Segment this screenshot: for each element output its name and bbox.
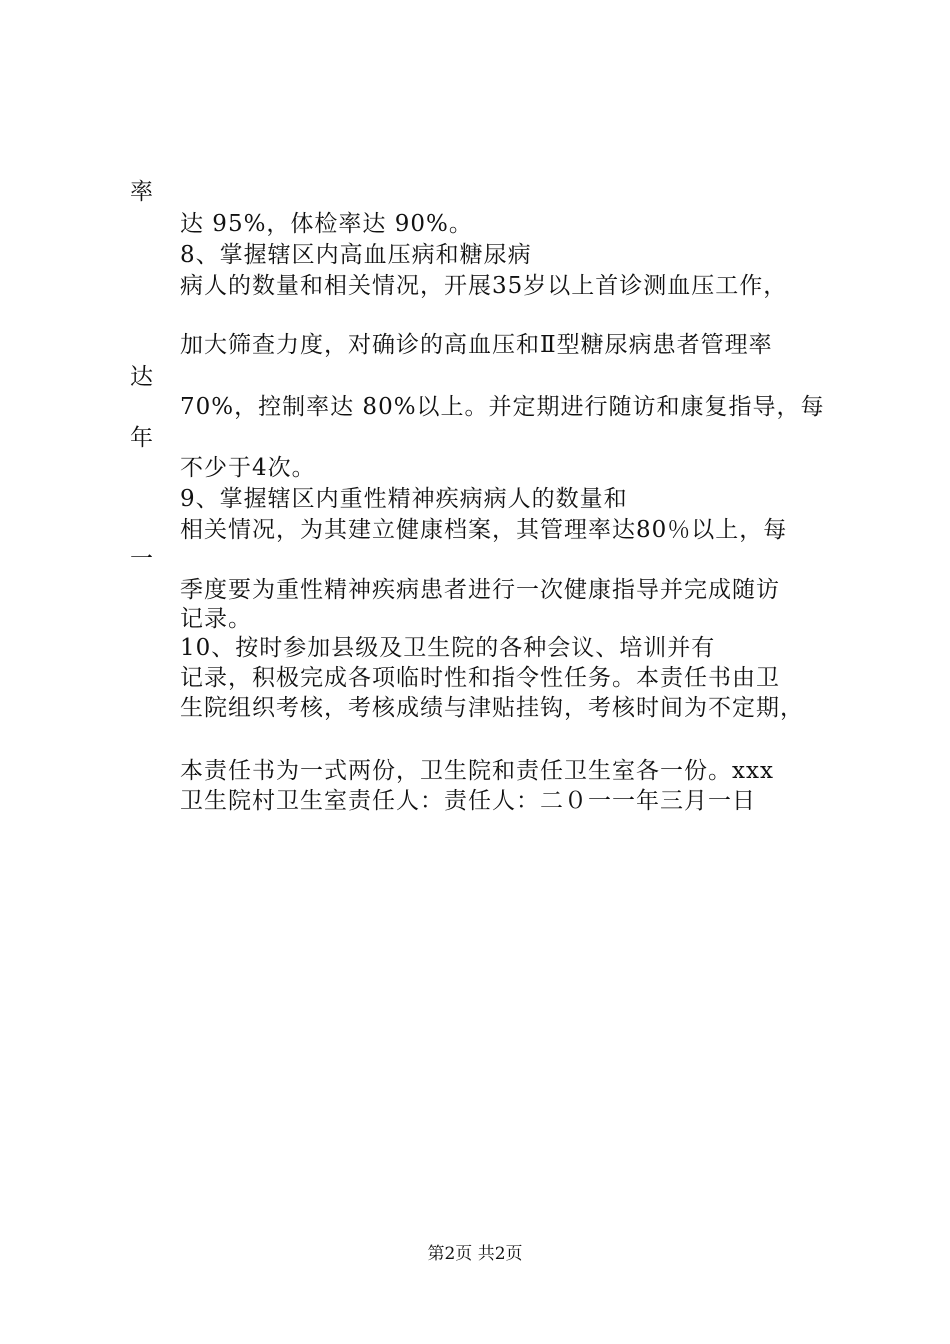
text-line: 记录，积极完成各项临时性和指令性任务。本责任书由卫 — [180, 665, 780, 691]
text-line: 达 95%，体检率达 90%。 — [180, 211, 473, 237]
text-line: 达 — [130, 364, 154, 390]
text-line: 率 — [130, 179, 154, 205]
text-line: 病人的数量和相关情况，开展35岁以上首诊测血压工作， — [180, 273, 788, 299]
text-line: 记录。 — [180, 606, 252, 632]
text-line: 一 — [130, 546, 154, 572]
text-line: 加大筛查力度，对确诊的高血压和Ⅱ型糖尿病患者管理率 — [180, 332, 773, 358]
text-line: 9、掌握辖区内重性精神疾病病人的数量和 — [180, 486, 628, 512]
text-line: 8、掌握辖区内高血压病和糖尿病 — [180, 242, 532, 268]
text-line: 季度要为重性精神疾病患者进行一次健康指导并完成随访 — [180, 577, 780, 603]
text-line: 10、按时参加县级及卫生院的各种会议、培训并有 — [180, 635, 716, 661]
text-line: 不少于4次。 — [180, 455, 316, 481]
text-line: 70%，控制率达 80%以上。并定期进行随访和康复指导，每 — [180, 394, 825, 420]
text-line: 生院组织考核，考核成绩与津贴挂钩，考核时间为不定期， — [180, 695, 804, 721]
text-line: 本责任书为一式两份，卫生院和责任卫生室各一份。xxx — [180, 758, 774, 784]
text-line: 卫生院村卫生室责任人：责任人：二０一一年三月一日 — [180, 788, 756, 814]
text-line: 相关情况，为其建立健康档案，其管理率达80％以上，每 — [180, 517, 788, 543]
text-line: 年 — [130, 425, 154, 451]
page-footer: 第2页 共2页 — [427, 1244, 523, 1264]
